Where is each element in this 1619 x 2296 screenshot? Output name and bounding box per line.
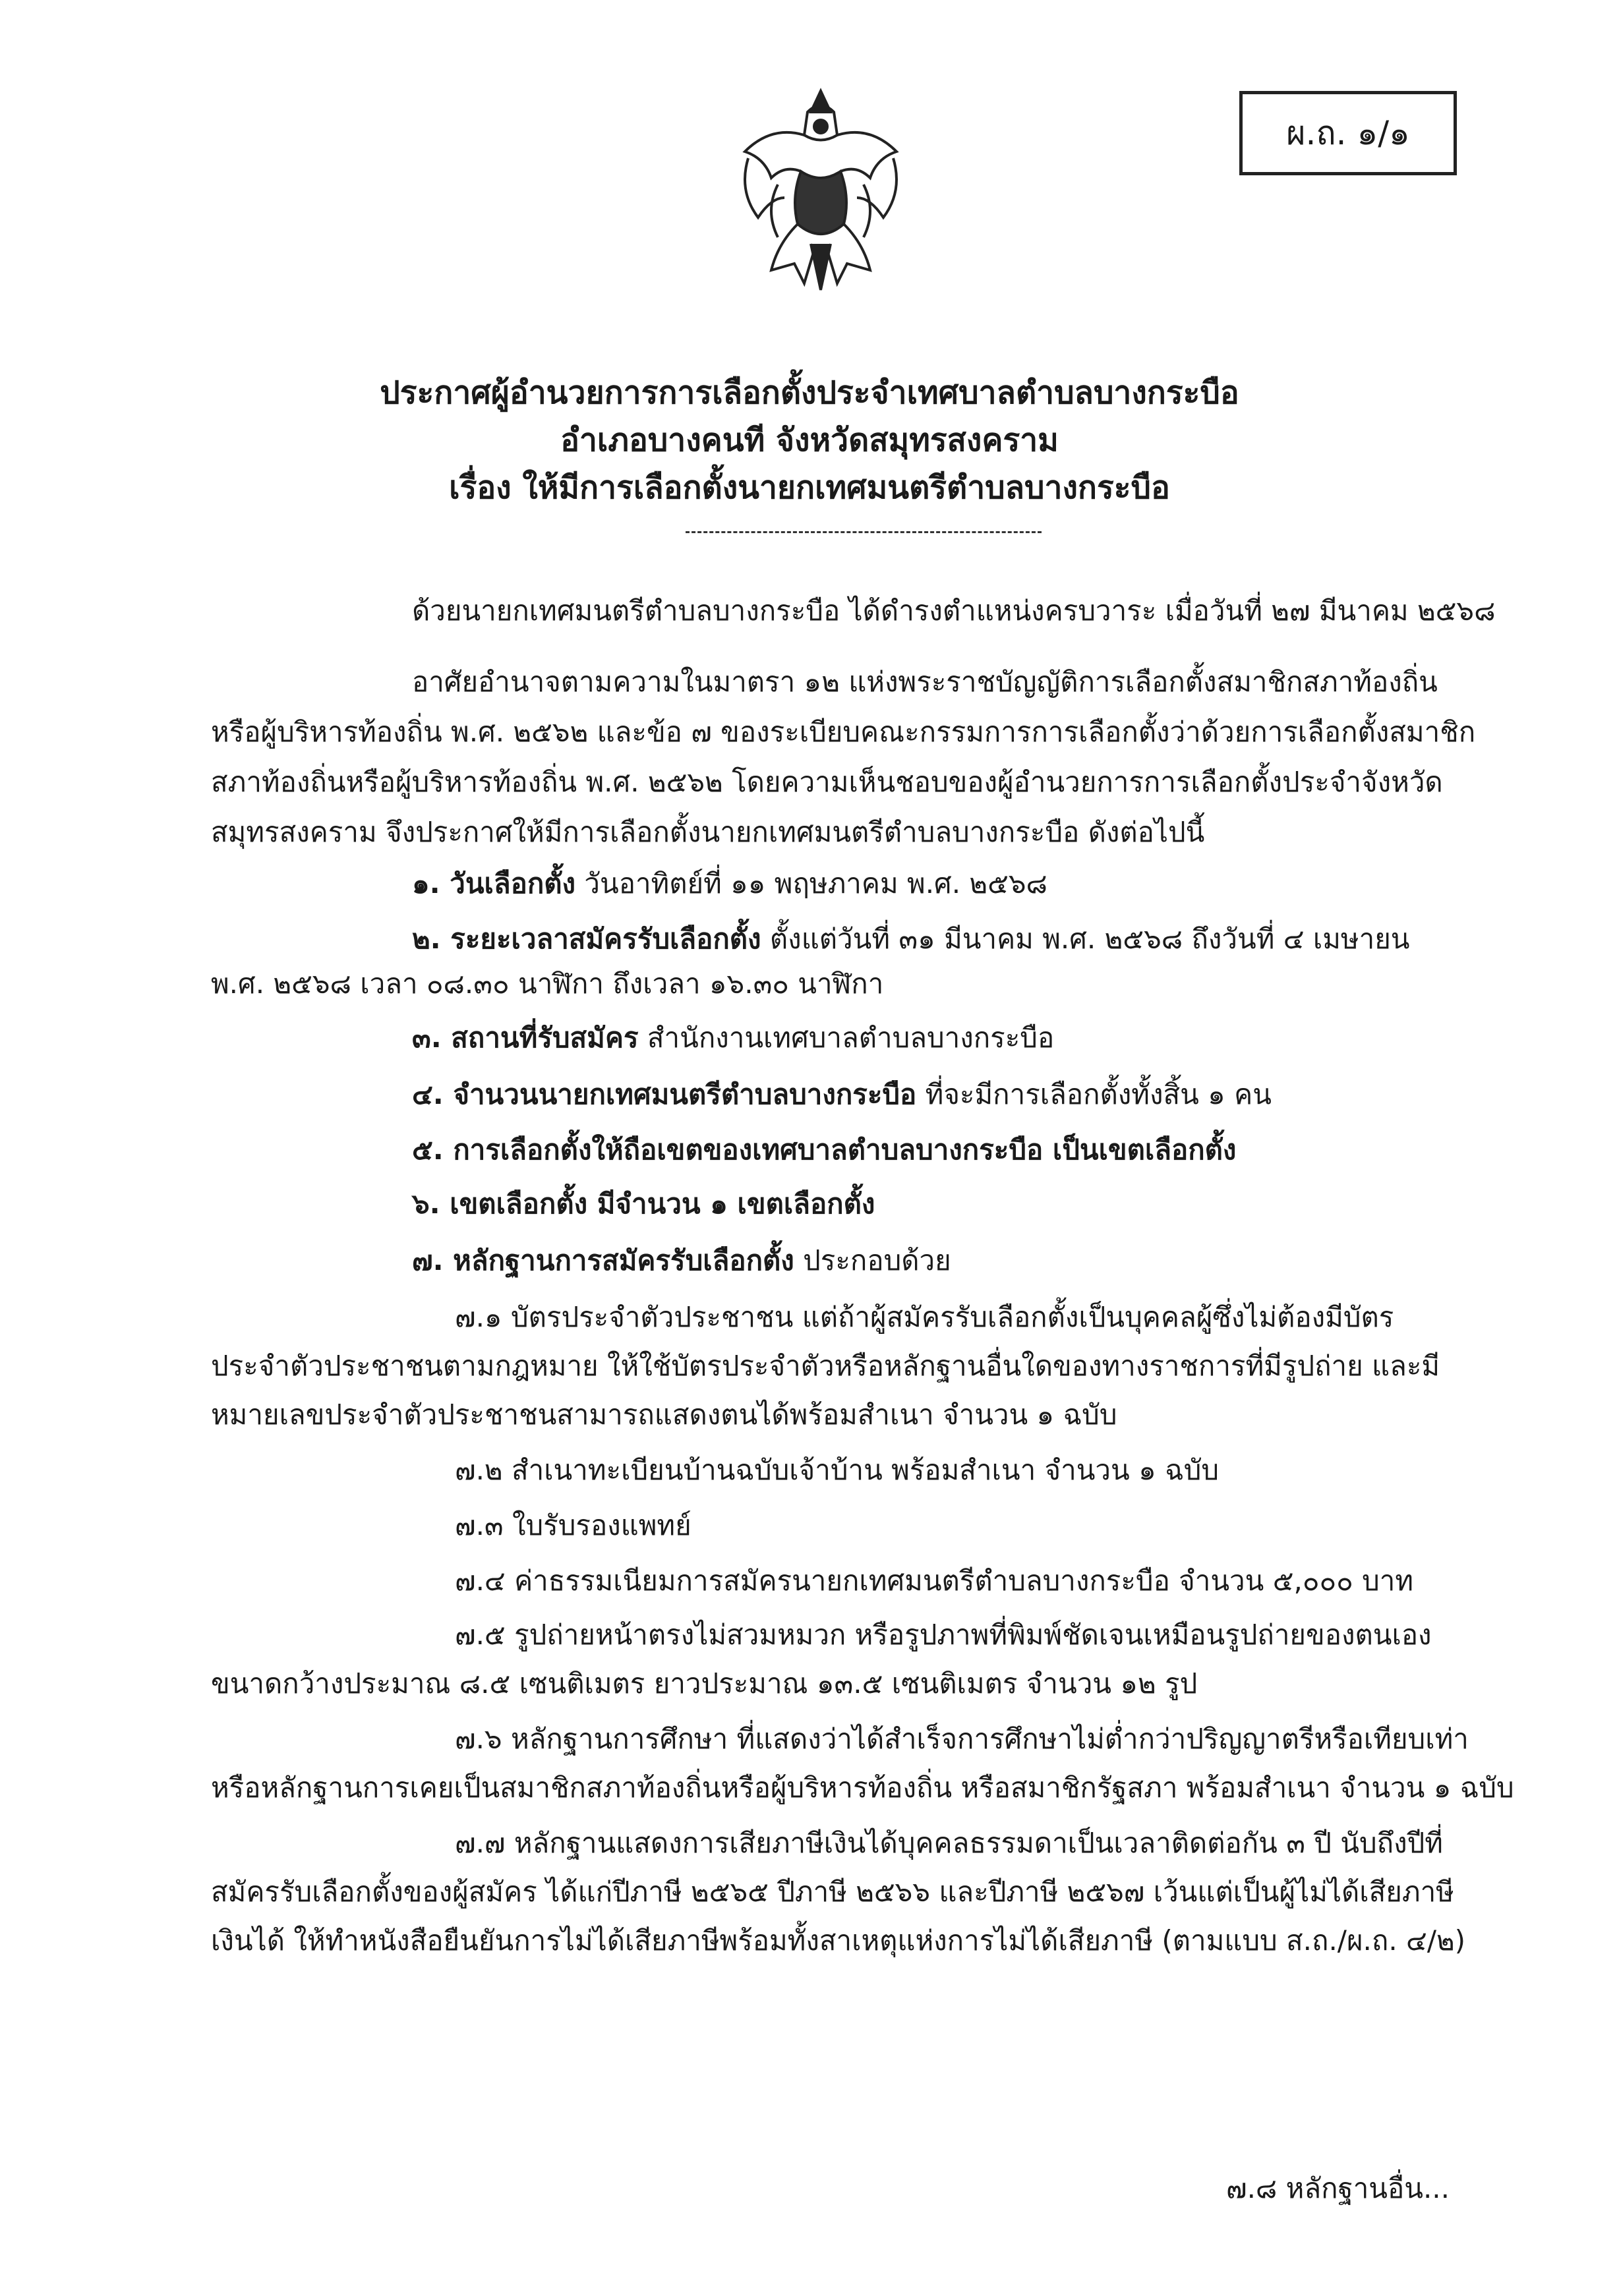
heading-line-2: อำเภอบางคนที จังหวัดสมุทรสงคราม bbox=[560, 422, 1059, 459]
sub-item-7-3: ๗.๓ ใบรับรองแพทย์ bbox=[455, 1509, 692, 1541]
item-1-label: ๑. วันเลือกตั้ง bbox=[412, 867, 576, 900]
item-2 bbox=[412, 917, 1410, 961]
sub-item-7-1-cont: ประจำตัวประชาชนตามกฎหมาย ให้ใช้บัตรประจำตัวหรือหลักฐานอื่นใดของทางราชการที่มีรูปถ่าย และมี bbox=[211, 1350, 1440, 1382]
paragraph-2-line: อาศัยอำนาจตามความในมาตรา ๑๒ แห่งพระราชบัญญัติการเลือกตั้งสมาชิกสภาท้องถิ่น bbox=[412, 666, 1438, 698]
sub-item-7-1-cont: หมายเลขประจำตัวประชาชนสามารถแสดงตนได้พร้อมสำเนา จำนวน ๑ ฉบับ bbox=[211, 1398, 1117, 1431]
item-1 bbox=[412, 862, 1047, 905]
item-5: ๕. การเลือกตั้งให้ถือเขตของเทศบาลตำบลบางกระบือ เป็นเขตเลือกตั้ง bbox=[412, 1134, 1237, 1166]
item-2-continuation: พ.ศ. ๒๕๖๘ เวลา ๐๘.๓๐ นาฬิกา ถึงเวลา ๑๖.๓๐ นาฬิกา bbox=[211, 967, 884, 1000]
item-1-text: วันอาทิตย์ที่ ๑๑ พฤษภาคม พ.ศ. ๒๕๖๘ bbox=[584, 867, 1047, 900]
item-3 bbox=[412, 1016, 1054, 1060]
paragraph-2-line: สภาท้องถิ่นหรือผู้บริหารท้องถิ่น พ.ศ. ๒๕๖๒ โดยความเห็นชอบของผู้อำนวยการการเลือกตั้งประจำจังหวัด bbox=[211, 766, 1443, 798]
sub-item-7-6-cont: หรือหลักฐานการเคยเป็นสมาชิกสภาท้องถิ่นหรือผู้บริหารท้องถิ่น หรือสมาชิกรัฐสภา พร้อมสำเนา จำนวน ๑ ฉบับ bbox=[211, 1771, 1514, 1804]
sub-item-7-1: ๗.๑ บัตรประจำตัวประชาชน แต่ถ้าผู้สมัครรับเลือกตั้งเป็นบุคคลผู้ซึ่งไม่ต้องมีบัตร bbox=[455, 1301, 1394, 1333]
heading-separator bbox=[686, 531, 1042, 533]
sub-item-7-7-cont: สมัครรับเลือกตั้งของผู้สมัคร ได้แก่ปีภาษี ๒๕๖๕ ปีภาษี ๒๕๖๖ และปีภาษี ๒๕๖๗ เว้นแต่เป็นผู้ไม่ได้เสียภาษี bbox=[211, 1876, 1454, 1908]
paragraph-1: ด้วยนายกเทศมนตรีตำบลบางกระบือ ได้ดำรงตำแหน่งครบวาระ เมื่อวันที่ ๒๗ มีนาคม ๒๕๖๘ bbox=[412, 594, 1496, 627]
sub-item-7-7-cont: เงินได้ ให้ทำหนังสือยืนยันการไม่ได้เสียภาษีพร้อมทั้งสาเหตุแห่งการไม่ได้เสียภาษี (ตามแบบ ส.ถ./ผ.ถ. ๔/๒) bbox=[211, 1924, 1466, 1957]
item-3-text: สำนักงานเทศบาลตำบลบางกระบือ bbox=[647, 1021, 1055, 1054]
form-code-box: ผ.ถ. ๑/๑ bbox=[1239, 91, 1457, 175]
heading-line-1: ประกาศผู้อำนวยการการเลือกตั้งประจำเทศบาลตำบลบางกระบือ bbox=[380, 374, 1239, 411]
item-2-text: ตั้งแต่วันที่ ๓๑ มีนาคม พ.ศ. ๒๕๖๘ ถึงวันที่ ๔ เมษายน bbox=[769, 923, 1410, 955]
sub-item-7-6: ๗.๖ หลักฐานการศึกษา ที่แสดงว่าได้สำเร็จการศึกษาไม่ต่ำกว่าปริญญาตรีหรือเทียบเท่า bbox=[455, 1723, 1469, 1755]
item-2-label: ๒. ระยะเวลาสมัครรับเลือกตั้ง bbox=[412, 923, 761, 955]
item-7-text: ประกอบด้วย bbox=[803, 1244, 951, 1277]
paragraph-2-line: สมุทรสงคราม จึงประกาศให้มีการเลือกตั้งนายกเทศมนตรีตำบลบางกระบือ ดังต่อไปนี้ bbox=[211, 816, 1205, 848]
continuation-note: ๗.๘ หลักฐานอื่น... bbox=[1226, 2172, 1450, 2204]
item-4 bbox=[412, 1073, 1272, 1116]
sub-item-7-7: ๗.๗ หลักฐานแสดงการเสียภาษีเงินได้บุคคลธรรมดาเป็นเวลาติดต่อกัน ๓ ปี นับถึงปีที่ bbox=[455, 1827, 1443, 1859]
item-4-text: ที่จะมีการเลือกตั้งทั้งสิ้น ๑ คน bbox=[925, 1078, 1272, 1110]
item-4-label: ๔. จำนวนนายกเทศมนตรีตำบลบางกระบือ bbox=[412, 1078, 917, 1110]
paragraph-2-line: หรือผู้บริหารท้องถิ่น พ.ศ. ๒๕๖๒ และข้อ ๗ ของระเบียบคณะกรรมการการเลือกตั้งว่าด้วยการเลือกตั้งสมาชิก bbox=[211, 716, 1476, 748]
sub-item-7-4: ๗.๔ ค่าธรรมเนียมการสมัครนายกเทศมนตรีตำบลบางกระบือ จำนวน ๕,๐๐๐ บาท bbox=[455, 1564, 1414, 1597]
heading-subject: เรื่อง ให้มีการเลือกตั้งนายกเทศมนตรีตำบลบางกระบือ bbox=[449, 469, 1170, 506]
item-6: ๖. เขตเลือกตั้ง มีจำนวน ๑ เขตเลือกตั้ง bbox=[412, 1188, 875, 1220]
sub-item-7-2: ๗.๒ สำเนาทะเบียนบ้านฉบับเจ้าบ้าน พร้อมสำเนา จำนวน ๑ ฉบับ bbox=[455, 1454, 1220, 1486]
sub-item-7-5-cont: ขนาดกว้างประมาณ ๘.๕ เซนติเมตร ยาวประมาณ ๑๓.๕ เซนติเมตร จำนวน ๑๒ รูป bbox=[211, 1667, 1198, 1700]
item-3-label: ๓. สถานที่รับสมัคร bbox=[412, 1021, 639, 1054]
garuda-emblem-icon bbox=[732, 86, 910, 297]
sub-item-7-5: ๗.๕ รูปถ่ายหน้าตรงไม่สวมหมวก หรือรูปภาพที่พิมพ์ชัดเจนเหมือนรูปถ่ายของตนเอง bbox=[455, 1619, 1432, 1651]
item-7-label: ๗. หลักฐานการสมัครรับเลือกตั้ง bbox=[412, 1244, 794, 1277]
item-7 bbox=[412, 1239, 951, 1282]
